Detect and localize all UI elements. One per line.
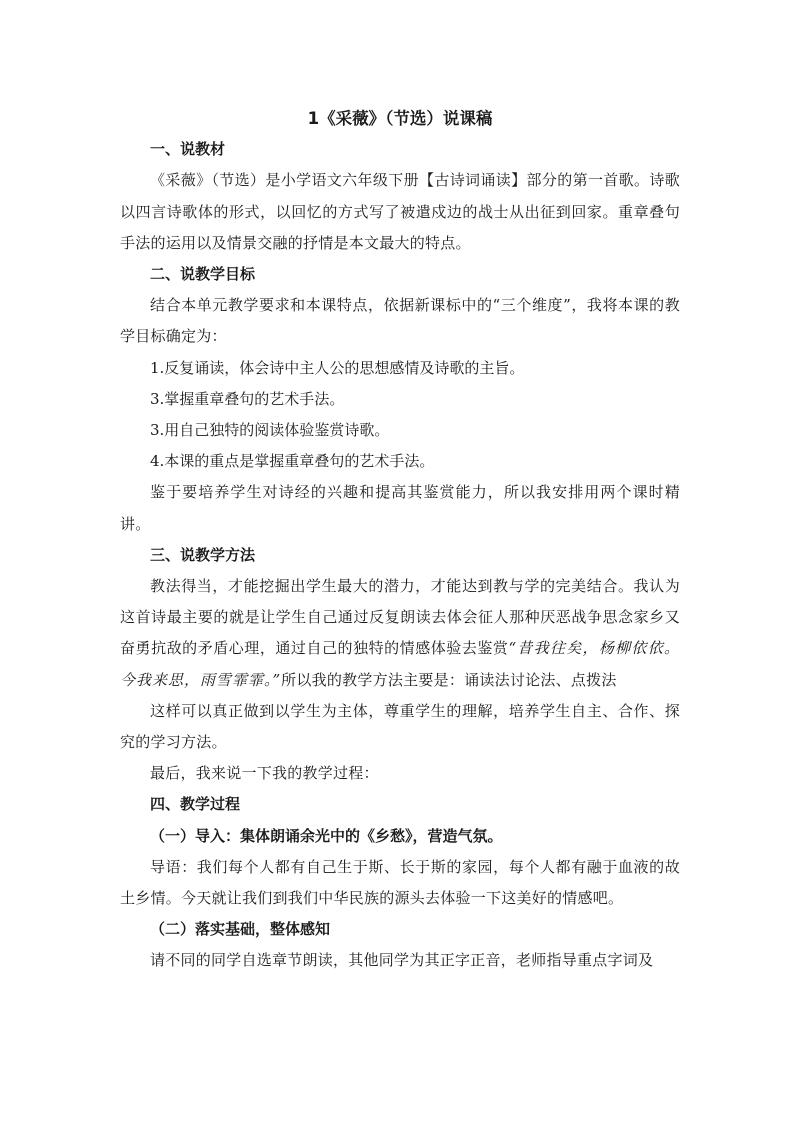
paragraph: 最后，我来说一下我的教学过程： bbox=[150, 764, 379, 783]
section-heading-teaching-goals: 二、说教学目标 bbox=[150, 265, 256, 283]
goal-item: 3.用自己独特的阅读体验鉴赏诗歌。 bbox=[150, 421, 390, 440]
subsection-heading: （二）落实基础，整体感知 bbox=[150, 920, 331, 939]
goal-item: 1.反复诵读，体会诗中主人公的思想感情及诗歌的主旨。 bbox=[150, 358, 525, 377]
document-title: 1《采薇》（节选）说课稿 bbox=[307, 109, 493, 128]
paragraph: 结合本单元教学要求和本课特点，依据新课标中的“三个维度”，我将本课的教学目标确定为： bbox=[120, 296, 680, 346]
section-heading-teaching-methods: 三、说教学方法 bbox=[150, 545, 256, 564]
paragraph-text: 教法得当，才能挖掘出学生最大的潜力，才能达到教与学的完美结合。我认为这首诗最主要的就是让学生自己通过反复朗读去体会征人那种厌恶战争思念家乡又奋勇抗敌的矛盾心理，通过自己的独特的情感体验去鉴赏 bbox=[120, 577, 680, 658]
paragraph-text: 所以我的教学方法主要是：诵读法讨论法、点拨法 bbox=[281, 670, 617, 689]
goal-item: 4.本课的重点是掌握重章叠句的艺术手法。 bbox=[150, 452, 435, 471]
subsection-heading: （一）导入：集体朗诵余光中的《乡愁》，营造气氛。 bbox=[150, 826, 503, 845]
section-heading-teaching-process: 四、教学过程 bbox=[150, 795, 241, 814]
paragraph bbox=[120, 571, 680, 696]
paragraph: 《采薇》（节选）是小学语文六年级下册【古诗词诵读】部分的第一首歌。诗歌以四言诗歌体的形式，以回忆的方式写了被遣戍边的战士从出征到回家。重章叠句手法的运用以及情景交融的抒情是本文最大的特点。 bbox=[120, 171, 680, 252]
poem-quote: “昔我往矣，杨柳依依。今我来思，雨雪霏霏。” bbox=[120, 639, 680, 689]
document-body bbox=[120, 103, 680, 977]
paragraph: 这样可以真正做到以学生为主体，尊重学生的理解，培养学生自主、合作、探究的学习方法。 bbox=[120, 701, 680, 752]
goal-item: 3.掌握重章叠句的艺术手法。 bbox=[150, 389, 345, 408]
paragraph: 请不同的同学自选章节朗读，其他同学为其正字正音，老师指导重点字词及 bbox=[150, 951, 654, 970]
section-heading-teaching-material: 一、说教材 bbox=[150, 140, 226, 159]
paragraph: 鉴于要培养学生对诗经的兴趣和提高其鉴赏能力，所以我安排用两个课时精讲。 bbox=[120, 483, 680, 533]
paragraph: 导语：我们每个人都有自己生于斯、长于斯的家园，每个人都有融于血液的故土乡情。今天就让我们到我们中华民族的源头去体验一下这美好的情感吧。 bbox=[120, 857, 680, 908]
